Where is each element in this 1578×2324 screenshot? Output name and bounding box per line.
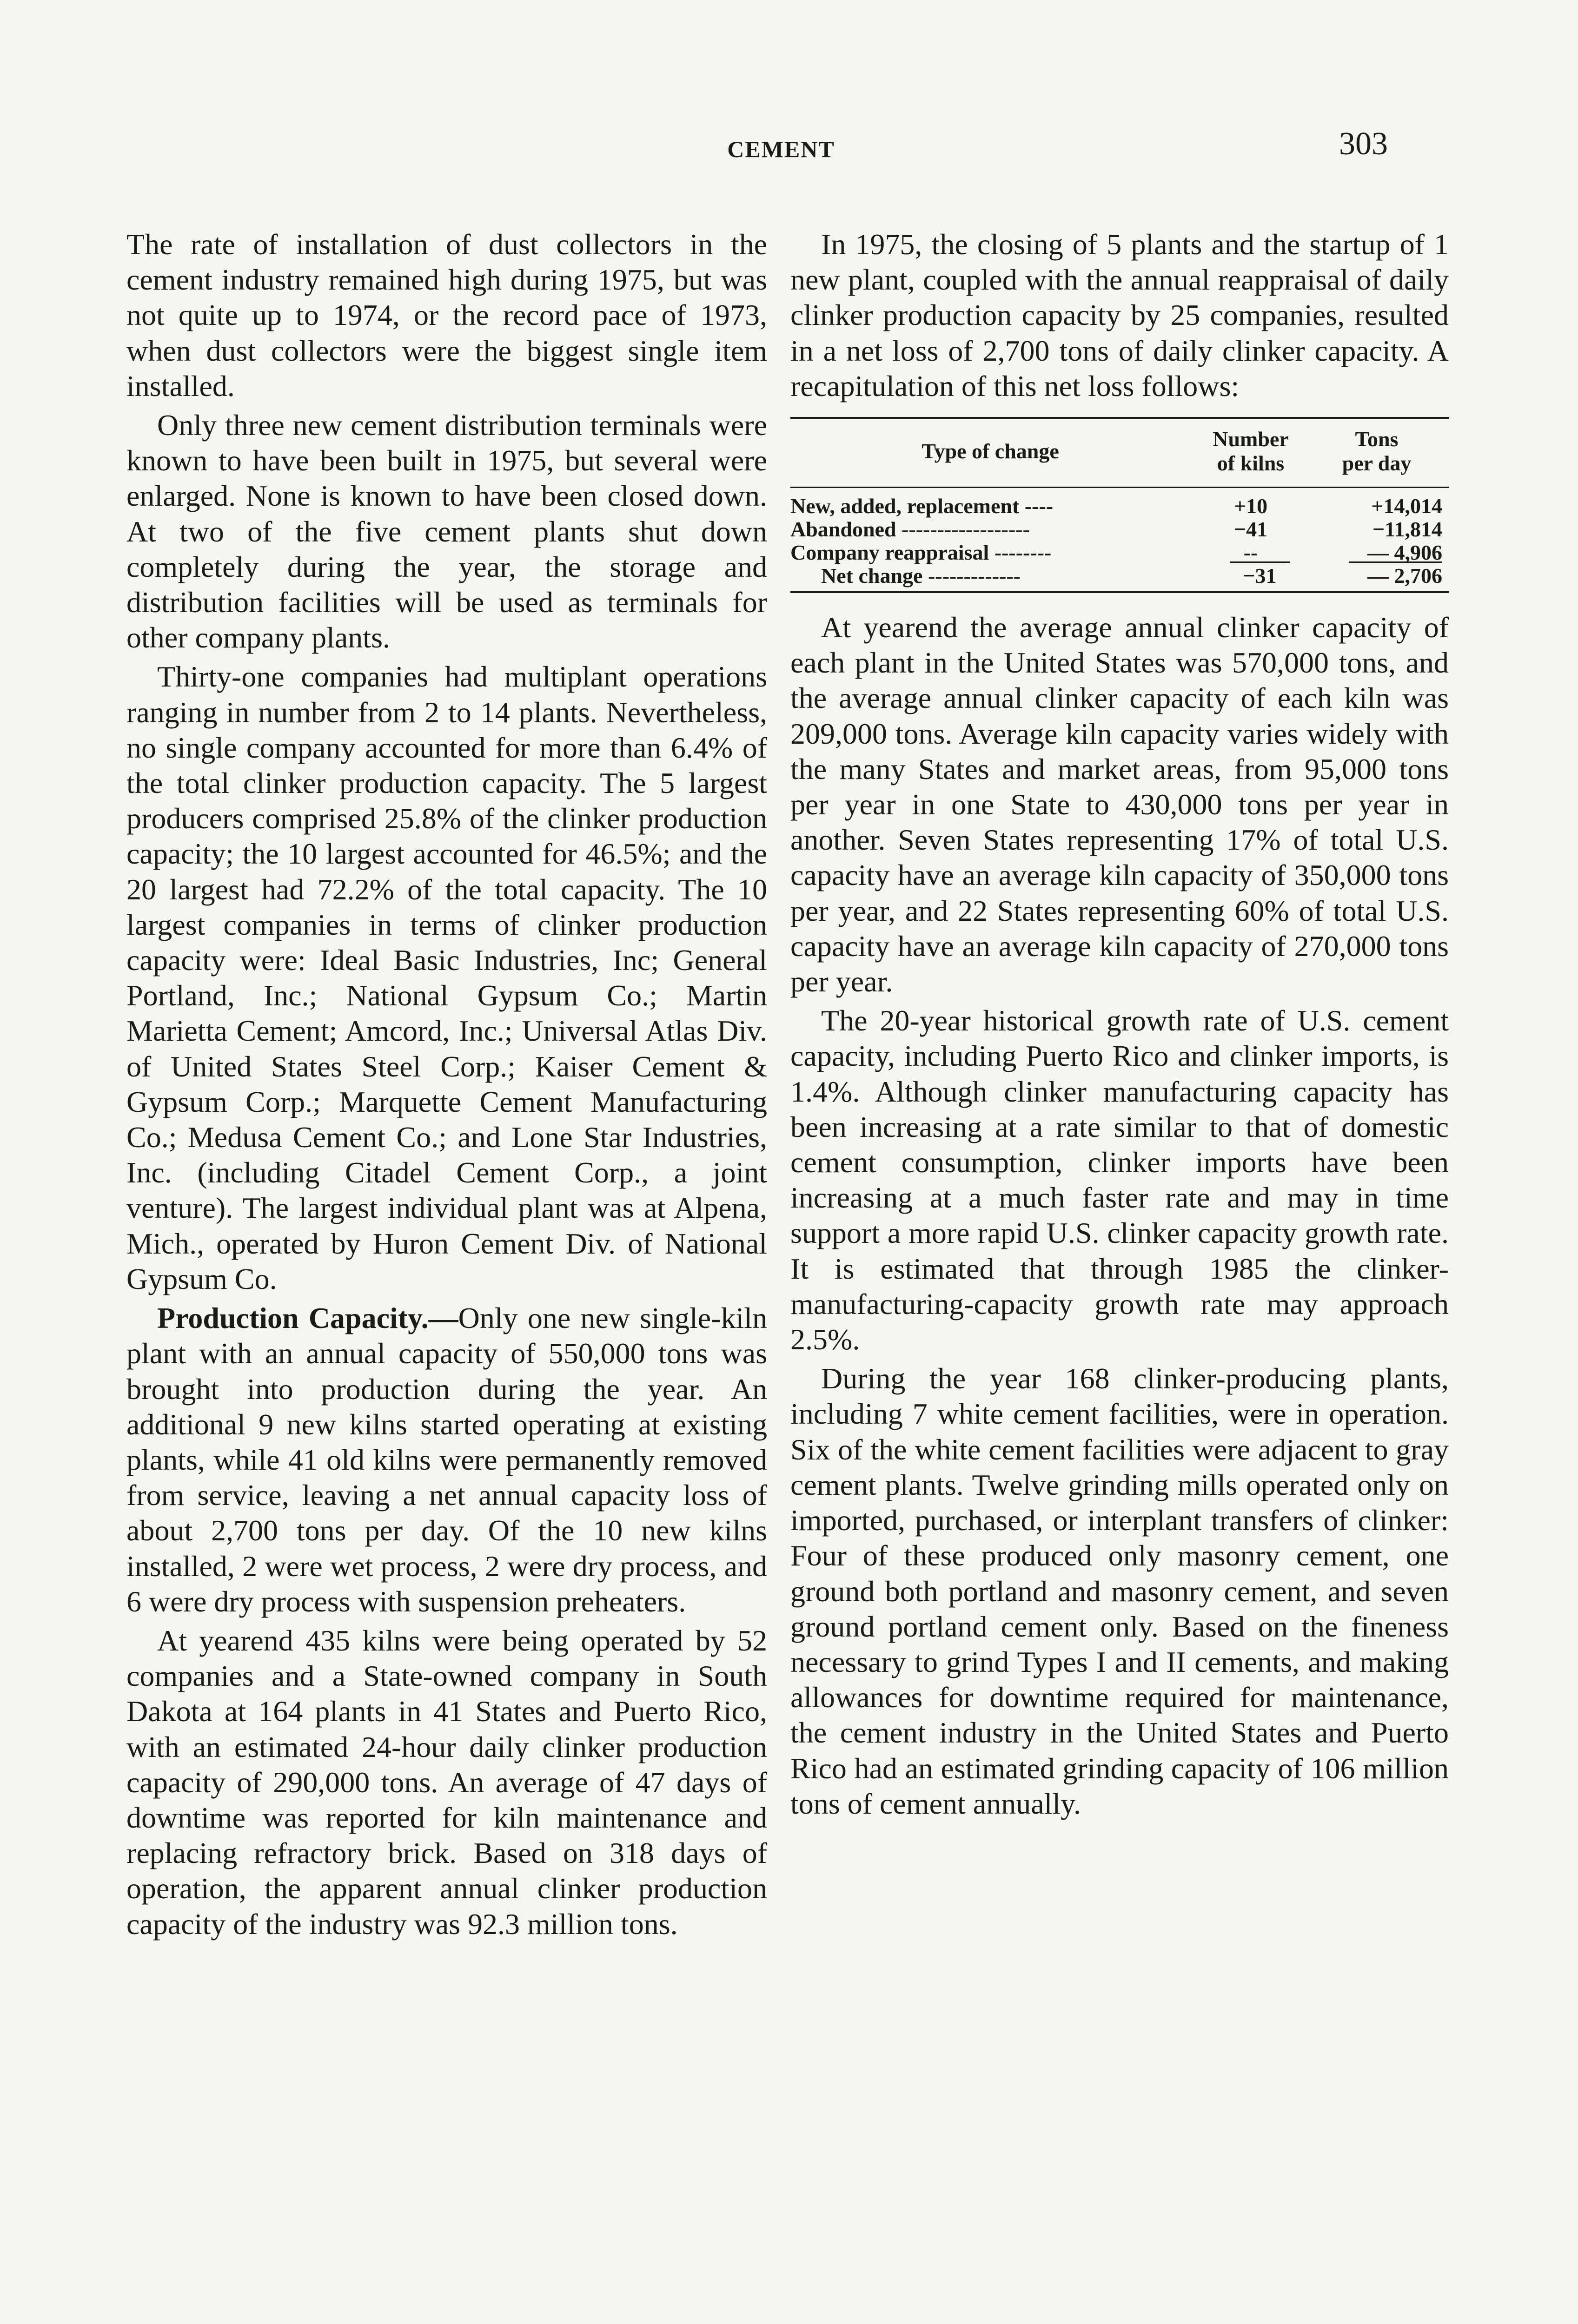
table-row xyxy=(790,495,1449,518)
row-type: Abandoned ------------------ xyxy=(790,517,1030,541)
paragraph-yearend-kilns: At yearend 435 kilns were being operated by 52 companies and a State-owned company in South Dakota at 164 plants in 41 States and Puerto Rico, with an estimated 24-hour daily clinker production capacity of 290,000 tons. An average of 47 days of downtime was reported for kiln maintenance and replacing refractory brick. Based on 318 days of operation, the apparent annual clinker production capacity of the industry was 92.3 million tons. xyxy=(126,1624,767,1941)
paragraph-text: Only one new single-kiln plant with an annual capacity of 550,000 tons was brought into production during the year. An additional 9 new kilns started operating at existing plants, while 41 old kilns were permanently removed from service, leaving a net annual capacity loss of about 2,700 tons per day. Of the 10 new kilns installed, 2 were wet process, 2 were dry process, and 6 were dry process with suspension preheaters. xyxy=(126,1301,767,1618)
row-type: New, added, replacement ---- xyxy=(790,494,1054,518)
page-number: 303 xyxy=(1339,126,1388,162)
row-kilns: -- xyxy=(1243,541,1258,565)
paragraph-average-capacity: At yearend the average annual clinker capacity of each plant in the United States was 570,000 tons, and the average annual clinker capacity of each kiln was 209,000 tons. Average kiln capacity varies widely with the many States and market areas, from 95,000 tons per year in one State to 430,000 tons per year in another. Seven States representing 17% of total U.S. capacity have an average kiln capacity of 350,000 tons per year, and 22 States representing 60% of total U.S. capacity have an average kiln capacity of 270,000 tons per year. xyxy=(790,611,1449,998)
header-type-of-change: Type of change xyxy=(922,439,1059,463)
table-total-row xyxy=(790,564,1449,588)
row-tons: −11,814 xyxy=(1372,517,1442,541)
total-tons: — 2,706 xyxy=(1317,564,1449,588)
paragraph-multiplant: Thirty-one companies had multiplant operations ranging in number from 2 to 14 plants. Nevertheless, no single company accounted for more than 6.4% of the total clinker production capacity. The 5 largest producers comprised 25.8% of the clinker production capacity; the 10 largest accounted for 46.5%; and the 20 largest had 72.2% of the total capacity. The 10 largest companies in terms of clinker production capacity were: Ideal Basic Industries, Inc; General Portland, Inc.; National Gypsum Co.; Martin Marietta Cement; Amcord, Inc.; Universal Atlas Div. of United States Steel Corp.; Kaiser Cement & Gypsum Corp.; Marquette Cement Manufacturing Co.; Medusa Cement Co.; and Lone Star Industries, Inc. (including Citadel Cement Corp., a joint venture). The largest individual plant was at Alpena, Mich., operated by Huron Cement Div. of National Gypsum Co. xyxy=(126,660,767,1295)
paragraph-net-loss: In 1975, the closing of 5 plants and the startup of 1 new plant, coupled with the annual reappraisal of daily clinker production capacity by 25 companies, resulted in a net loss of 2,700 tons of daily clinker capacity. A recapitulation of this net loss follows: xyxy=(790,228,1449,403)
table-row xyxy=(790,541,1449,564)
row-kilns: −41 xyxy=(1233,517,1268,541)
right-column xyxy=(790,227,1449,1822)
paragraph-terminals: Only three new cement distribution terminals were known to have been built in 1975, but several were enlarged. None is known to have been closed down. At two of the five cement plants shut down completely during the year, the storage and distribution facilities will be used as terminals for other company plants. xyxy=(126,409,767,654)
row-tons: — 4,906 xyxy=(1367,541,1442,565)
header-number-of-kilns: Number of kilns xyxy=(1213,427,1289,475)
paragraph-dust-collectors: The rate of installation of dust collectors in the cement industry remained high during 1975, but was not quite up to 1974, or the record pace of 1973, when dust collectors were the biggest single item installed. xyxy=(126,228,767,403)
total-type: Net change ------------- xyxy=(821,564,1021,588)
row-kilns: +10 xyxy=(1233,494,1268,518)
header-tons-per-day: Tons per day xyxy=(1342,427,1412,475)
running-header: CEMENT xyxy=(727,136,835,162)
table-body xyxy=(790,488,1449,591)
table-header-row xyxy=(790,419,1449,488)
row-tons: +14,014 xyxy=(1371,494,1442,518)
total-kilns: −31 xyxy=(1202,564,1318,588)
left-column xyxy=(126,227,767,1942)
paragraph-production-capacity xyxy=(126,1301,767,1619)
paragraph-grinding-capacity: During the year 168 clinker-producing plants, including 7 white cement facilities, were in operation. Six of the white cement facilities were adjacent to gray cement plants. Twelve grinding mills operated only on imported, purchased, or interplant transfers of clinker: Four of these produced only masonry cement, one ground both portland and masonry cement, and seven ground portland cement only. Based on the fineness necessary to grind Types I and II cements, and making allowances for downtime required for maintenance, the cement industry in the United States and Puerto Rico had an estimated grinding capacity of 106 million tons of cement annually. xyxy=(790,1362,1449,1820)
section-heading: Production Capacity.— xyxy=(157,1301,458,1335)
capacity-change-table xyxy=(790,417,1449,593)
row-type: Company reappraisal -------- xyxy=(790,541,1052,565)
table-row xyxy=(790,518,1449,541)
paragraph-growth-rate: The 20-year historical growth rate of U.S. cement capacity, including Puerto Rico and clinker imports, is 1.4%. Although clinker manufacturing capacity has been increasing at a rate similar to that of domestic cement consumption, clinker imports have been increasing at a much faster rate and may in time support a more rapid U.S. clinker capacity growth rate. It is estimated that through 1985 the clinker-manufacturing-capacity growth rate may approach 2.5%. xyxy=(790,1004,1449,1356)
